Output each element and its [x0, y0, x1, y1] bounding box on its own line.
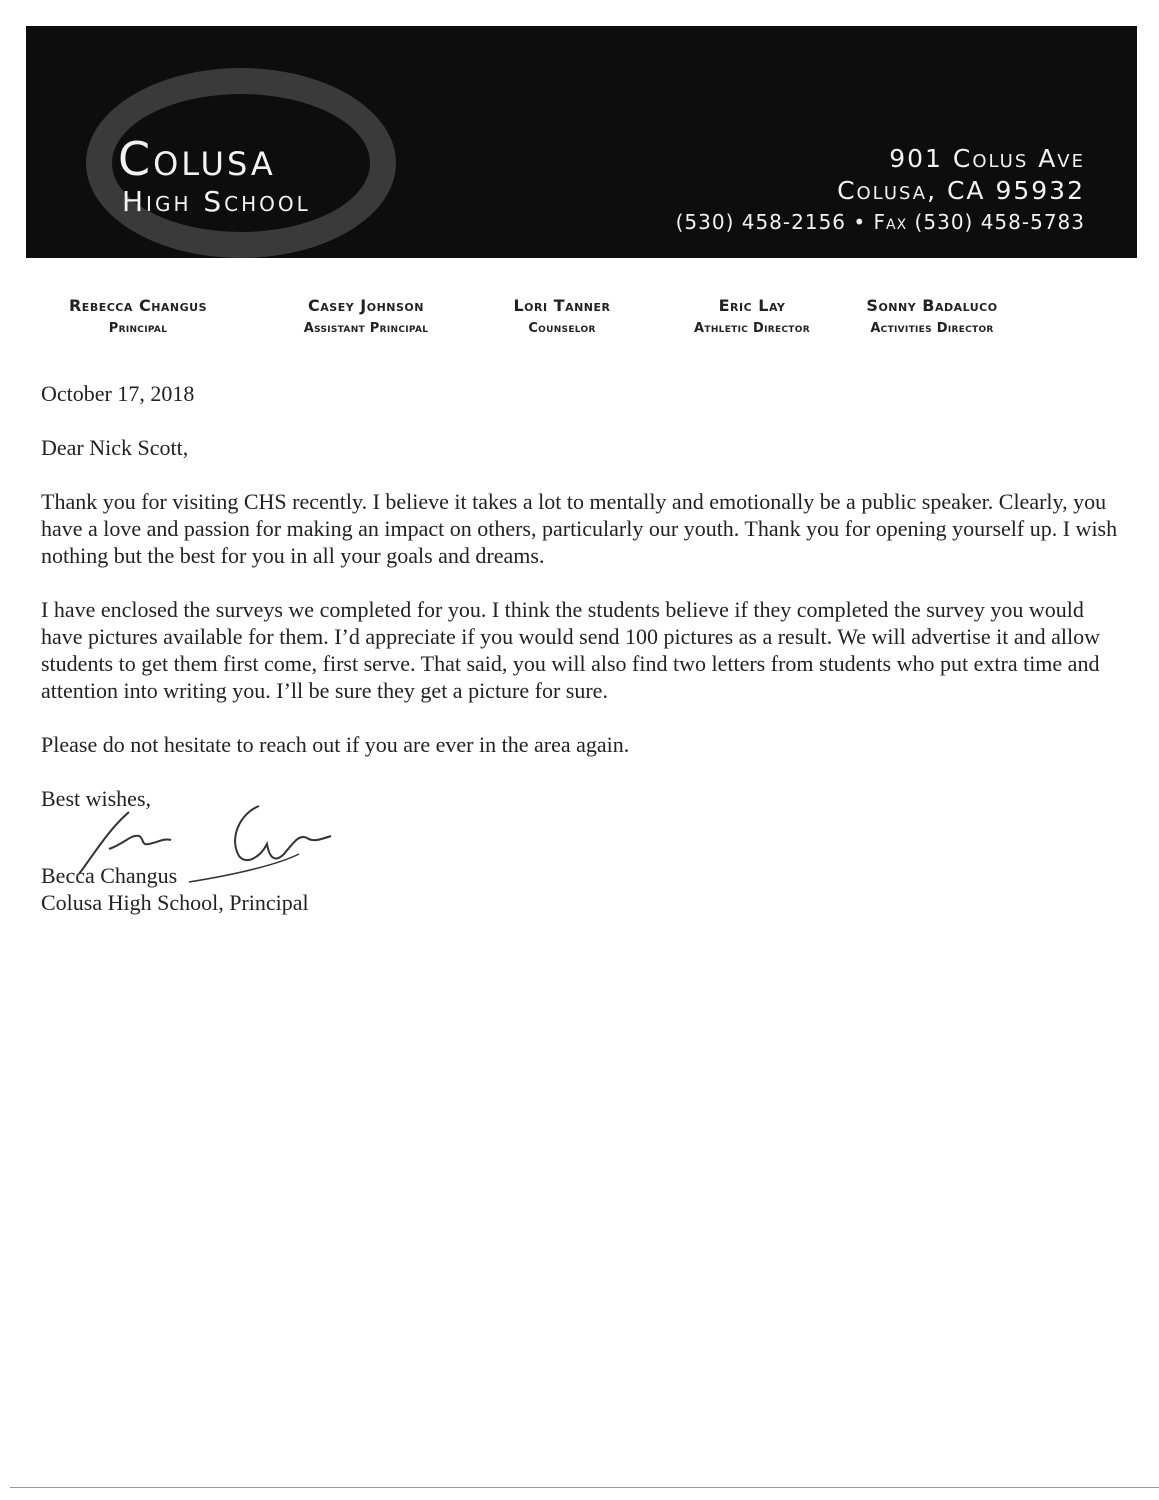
- letterhead: [26, 26, 1137, 258]
- staff-member: [276, 296, 456, 336]
- staff-name: Lori Tanner: [513, 296, 611, 315]
- address-city: Colusa, CA 95932: [837, 176, 1085, 205]
- letter-paragraph: Thank you for visiting CHS recently. I believe it takes a lot to mentally and emotionally be a public speaker. Clearly, you have a love and passion for making an impact on others, particularly our youth. Thank you for opening yourself up. I wish nothing but the best for you in all your goals and dreams.: [41, 489, 1118, 568]
- staff-name: Rebecca Changus: [68, 296, 207, 315]
- staff-title: Principal: [108, 321, 168, 336]
- staff-member: [672, 296, 832, 336]
- bottom-edge-line: [10, 1487, 1159, 1488]
- letter-closing: Best wishes,: [41, 786, 151, 811]
- staff-name: Eric Lay: [718, 296, 786, 315]
- handwritten-signature: [69, 794, 359, 884]
- phone-fax: (530) 458-2156 • Fax (530) 458-5783: [675, 210, 1085, 234]
- letter-paragraph: Please do not hesitate to reach out if you are ever in the area again.: [41, 732, 630, 757]
- letter-body: [41, 380, 1121, 916]
- letter-salutation: Dear Nick Scott,: [41, 435, 189, 460]
- letter-date: October 17, 2018: [41, 381, 195, 406]
- staff-name: Sonny Badaluco: [866, 296, 998, 315]
- school-name: Colusa: [118, 132, 276, 186]
- address-street: 901 Colus Ave: [889, 144, 1085, 173]
- signer-title: Colusa High School, Principal: [41, 890, 309, 915]
- letter-paragraph: I have enclosed the surveys we completed for you. I think the students believe if they completed the survey you would have pictures available for them. I’d appreciate if you would send 100 pictures as a result. We will advertise it and allow students to get them first come, first serve. That said, you will also find two letters from students who put extra time and attention into writing you. I’ll be sure they get a picture for sure.: [41, 597, 1100, 703]
- staff-member: [492, 296, 632, 336]
- staff-member: [818, 296, 1046, 336]
- staff-title: Assistant Principal: [303, 321, 429, 336]
- staff-title: Activities Director: [870, 321, 994, 336]
- staff-title: Counselor: [528, 321, 596, 336]
- signer-name: Becca Changus: [41, 863, 178, 888]
- staff-title: Athletic Director: [694, 321, 810, 336]
- staff-member: [40, 296, 236, 336]
- signature-area: [41, 812, 1121, 862]
- staff-name: Casey Johnson: [308, 296, 424, 315]
- school-subtitle: High School: [122, 185, 311, 218]
